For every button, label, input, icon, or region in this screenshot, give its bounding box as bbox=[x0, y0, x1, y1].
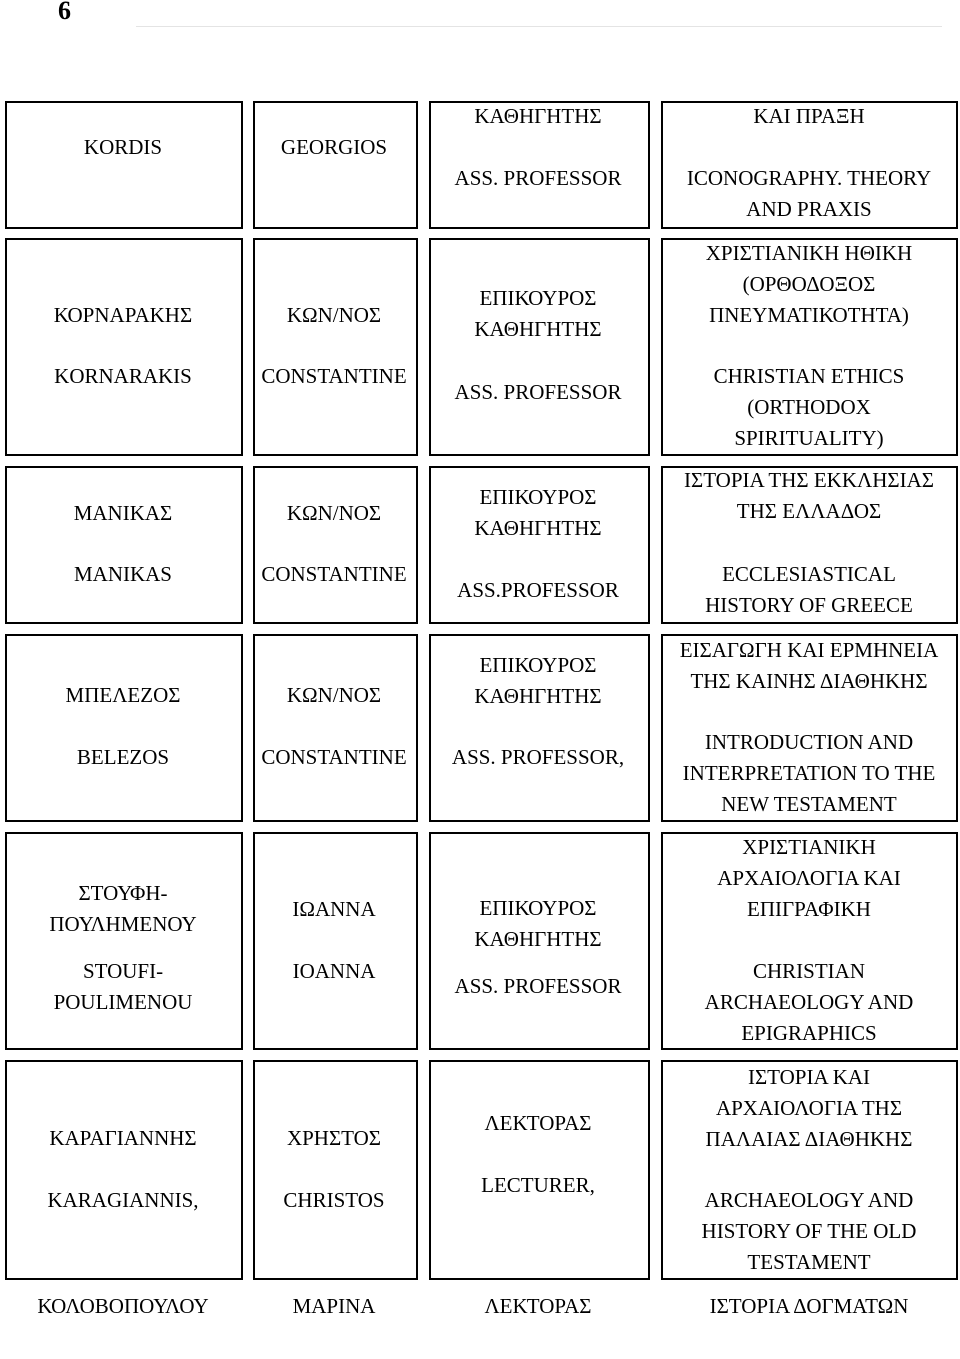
name-en-text: IOANNA bbox=[292, 958, 376, 983]
name-gr-text: ΧΡΗΣΤΟΣ bbox=[286, 1125, 382, 1150]
subject-en-text: INTERPRETATION TO THE bbox=[682, 760, 936, 785]
table-cell bbox=[253, 238, 418, 456]
table-cell bbox=[5, 238, 243, 456]
subject-gr-text: ΚΑΙ ΠΡΑΞΗ bbox=[753, 103, 865, 128]
subject-gr-text: ΧΡΙΣΤΙΑΝΙΚΗ bbox=[742, 834, 876, 859]
surname-gr-text: ΚΟΛΟΒΟΠΟΥΛΟΥ bbox=[37, 1293, 209, 1318]
subject-gr-text: ΠΝΕΥΜΑΤΙΚΟΤΗΤΑ) bbox=[709, 302, 909, 327]
subject-en-text: NEW TESTAMENT bbox=[721, 791, 897, 816]
name-en-text: CONSTANTINE bbox=[261, 744, 407, 769]
rank-en-text: LECTURER, bbox=[481, 1172, 595, 1197]
surname-en-text: STOUFI- bbox=[82, 958, 164, 983]
rank-en-text: ASS. PROFESSOR bbox=[454, 379, 622, 404]
subject-en-text: AND PRAXIS bbox=[746, 196, 872, 221]
subject-gr-text: ΑΡΧΑΙΟΛΟΓΙΑ ΤΗΣ bbox=[715, 1095, 903, 1120]
subject-gr-text: ΙΣΤΟΡΙΑ ΚΑΙ bbox=[747, 1064, 871, 1089]
surname-en-text: KORNARAKIS bbox=[54, 363, 192, 388]
subject-gr-text: ΙΣΤΟΡΙΑ ΔΟΓΜΑΤΩΝ bbox=[709, 1293, 909, 1318]
rank-gr-text: ΛΕΚΤΟΡΑΣ bbox=[484, 1110, 592, 1135]
rank-gr-text: ΚΑΘΗΓΗΤΗΣ bbox=[474, 515, 602, 540]
rank-gr-text: ΕΠΙΚΟΥΡΟΣ bbox=[479, 652, 597, 677]
subject-en-text: (ORTHODOX bbox=[747, 394, 871, 419]
rank-gr-text: ΕΠΙΚΟΥΡΟΣ bbox=[479, 895, 597, 920]
name-en-text: GEORGIOS bbox=[280, 134, 388, 159]
subject-en-text: HISTORY OF GREECE bbox=[705, 592, 913, 617]
subject-en-text: ARCHAEOLOGY AND bbox=[704, 989, 914, 1014]
rank-en-text: ASS.PROFESSOR bbox=[457, 577, 619, 602]
surname-gr-text: ΣΤΟΥΦΗ- bbox=[78, 880, 168, 905]
surname-en-text: POULIMENOU bbox=[53, 989, 193, 1014]
table-cell bbox=[5, 634, 243, 822]
table-cell bbox=[5, 466, 243, 624]
rank-gr-text: ΚΑΘΗΓΗΤΗΣ bbox=[474, 316, 602, 341]
rank-en-text: ASS. PROFESSOR, bbox=[451, 744, 625, 769]
header-rule bbox=[136, 26, 942, 27]
name-gr-text: ΚΩΝ/ΝΟΣ bbox=[286, 302, 382, 327]
surname-en-text: MANIKAS bbox=[73, 561, 172, 586]
rank-gr-text: ΛΕΚΤΟΡΑΣ bbox=[484, 1293, 592, 1318]
surname-gr-text: ΚΑΡΑΓΙΑΝΝΗΣ bbox=[49, 1125, 197, 1150]
surname-gr-text: ΠΟΥΛΗΜΕΝΟΥ bbox=[49, 911, 197, 936]
subject-en-text: ICONOGRAPHY. THEORY bbox=[686, 165, 932, 190]
surname-gr-text: ΚΟΡΝΑΡΑΚΗΣ bbox=[53, 302, 193, 327]
subject-en-text: ECCLESIASTICAL bbox=[722, 561, 896, 586]
name-en-text: CHRISTOS bbox=[283, 1187, 385, 1212]
rank-gr-text: ΚΑΘΗΓΗΤΗΣ bbox=[474, 103, 602, 128]
name-en-text: CONSTANTINE bbox=[261, 561, 407, 586]
subject-en-text: SPIRITUALITY) bbox=[734, 425, 884, 450]
rank-gr-text: ΚΑΘΗΓΗΤΗΣ bbox=[474, 683, 602, 708]
subject-gr-text: ΧΡΙΣΤΙΑΝΙΚΗ ΗΘΙΚΗ bbox=[705, 240, 913, 265]
name-gr-text: ΙΩΑΝΝΑ bbox=[292, 896, 376, 921]
table-cell bbox=[5, 1060, 243, 1280]
rank-gr-text: ΕΠΙΚΟΥΡΟΣ bbox=[479, 285, 597, 310]
subject-en-text: ARCHAEOLOGY AND bbox=[704, 1187, 914, 1212]
subject-en-text: CHRISTIAN ETHICS bbox=[713, 363, 905, 388]
subject-gr-text: ΙΣΤΟΡΙΑ ΤΗΣ ΕΚΚΛΗΣΙΑΣ bbox=[683, 467, 934, 492]
subject-en-text: EPIGRAPHICS bbox=[741, 1020, 877, 1045]
subject-gr-text: (ΟΡΘΟΔΟΞΟΣ bbox=[742, 271, 876, 296]
subject-en-text: TESTAMENT bbox=[747, 1249, 871, 1274]
subject-gr-text: ΑΡΧΑΙΟΛΟΓΙΑ ΚΑΙ bbox=[717, 865, 901, 890]
rank-gr-text: ΚΑΘΗΓΗΤΗΣ bbox=[474, 926, 602, 951]
subject-gr-text: ΠΑΛΑΙΑΣ ΔΙΑΘΗΚΗΣ bbox=[705, 1126, 913, 1151]
subject-gr-text: ΕΙΣΑΓΩΓΗ ΚΑΙ ΕΡΜΗΝΕΙΑ bbox=[679, 637, 939, 662]
subject-en-text: INTRODUCTION AND bbox=[704, 729, 914, 754]
rank-en-text: ASS. PROFESSOR bbox=[454, 165, 622, 190]
surname-gr-text: ΜΑΝΙΚΑΣ bbox=[73, 500, 173, 525]
surname-en-text: KORDIS bbox=[83, 134, 163, 159]
rank-gr-text: ΕΠΙΚΟΥΡΟΣ bbox=[479, 484, 597, 509]
surname-en-text: KARAGIANNIS, bbox=[47, 1187, 199, 1212]
rank-en-text: ASS. PROFESSOR bbox=[454, 973, 622, 998]
surname-en-text: BELEZOS bbox=[76, 744, 170, 769]
subject-en-text: CHRISTIAN bbox=[752, 958, 865, 983]
subject-gr-text: ΤΗΣ ΚΑΙΝΗΣ ΔΙΑΘΗΚΗΣ bbox=[690, 668, 928, 693]
name-en-text: CONSTANTINE bbox=[261, 363, 407, 388]
name-gr-text: ΜΑΡΙΝΑ bbox=[292, 1293, 376, 1318]
page-number: 6 bbox=[58, 0, 71, 25]
name-gr-text: ΚΩΝ/ΝΟΣ bbox=[286, 682, 382, 707]
subject-gr-text: ΤΗΣ ΕΛΛΑΔΟΣ bbox=[736, 498, 882, 523]
name-gr-text: ΚΩΝ/ΝΟΣ bbox=[286, 500, 382, 525]
subject-en-text: HISTORY OF THE OLD bbox=[701, 1218, 917, 1243]
surname-gr-text: ΜΠΕΛΕΖΟΣ bbox=[65, 682, 181, 707]
subject-gr-text: ΕΠΙΓΡΑΦΙΚΗ bbox=[747, 896, 871, 921]
table-cell bbox=[5, 101, 243, 229]
